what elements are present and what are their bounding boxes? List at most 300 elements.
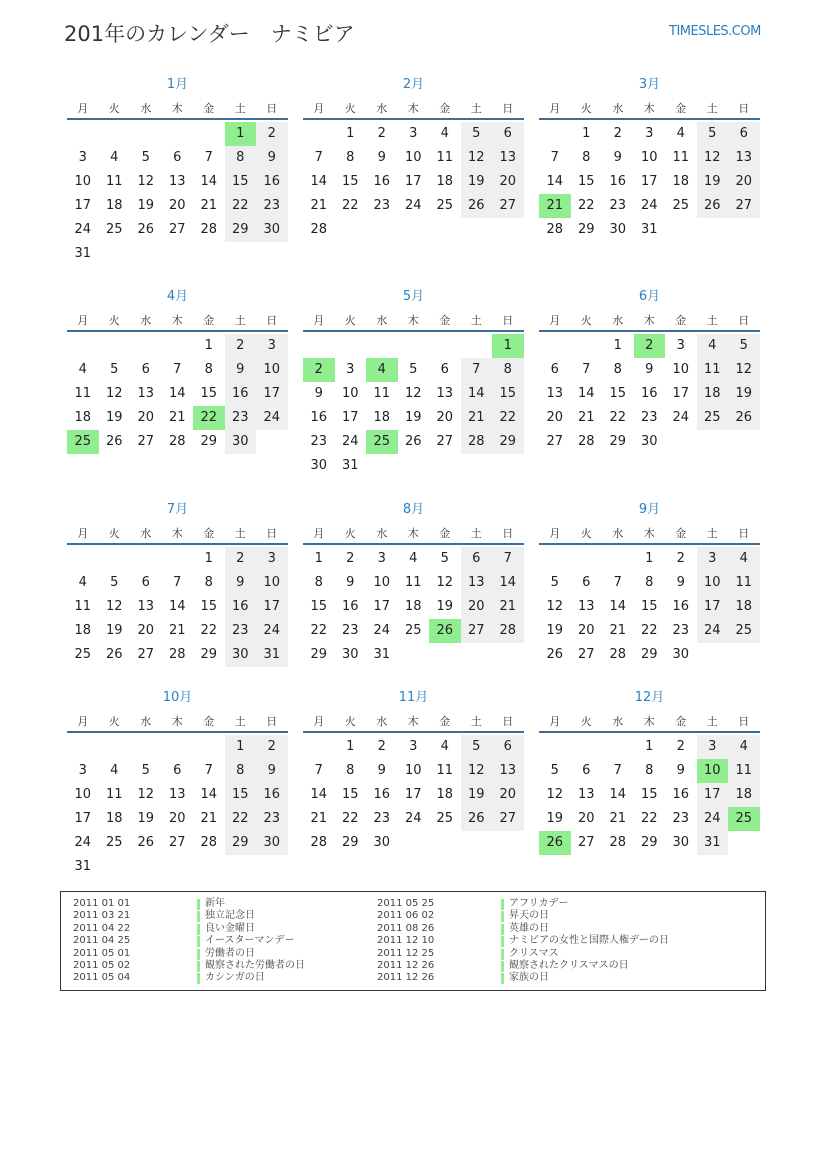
weekday-label: 月 [313,102,325,115]
weekday-label: 木 [643,314,655,327]
day-cell: 31 [74,859,92,874]
day-cell: 17 [640,174,658,189]
day-cell: 24 [74,835,92,850]
day-cell: 4 [728,735,760,759]
weekday-label: 金 [439,527,451,540]
day-cell: 5 [409,362,418,377]
day-cell: 15 [225,170,257,194]
legend-row [73,910,403,922]
day-cell: 12 [461,759,493,783]
weekday-label: 水 [612,527,624,540]
weekday-label: 水 [140,527,152,540]
day-cell: 4 [409,551,418,566]
day-cell: 20 [137,410,155,425]
day-cell: 25 [672,198,690,213]
day-cell: 26 [546,647,564,662]
day-cell: 9 [377,150,386,165]
day-cell: 30 [672,647,690,662]
day-cell: 21 [609,811,627,826]
day-cell: 7 [314,150,323,165]
day-cell: 9 [645,362,654,377]
header-rule [303,118,524,120]
legend-date: 2011 12 26 [377,972,435,984]
weekday-label: 土 [470,314,482,327]
weekday-label: 月 [549,715,561,728]
weekday-header [67,525,288,539]
month-name: 7月 [166,502,189,517]
day-cell: 1 [225,735,257,759]
day-cell: 1 [645,551,654,566]
day-cell: 10 [74,174,92,189]
page-title: 201年のカレンダー ナミビア [64,22,355,46]
legend-row [73,898,403,910]
day-cell: 25 [404,623,422,638]
day-cell: 21 [577,410,595,425]
holiday-color-marker [197,899,200,910]
legend-holiday-name: 観察されたクリスマスの日 [509,960,629,971]
legend-row [73,923,403,935]
day-cell: 8 [645,575,654,590]
holiday-color-marker [501,911,504,922]
day-cell: 22 [640,623,658,638]
day-cell: 29 [310,647,328,662]
day-cell: 1 [346,739,355,754]
weekday-label: 木 [407,314,419,327]
day-cell: 1 [645,739,654,754]
day-cell: 3 [256,547,288,571]
month-name: 11月 [398,690,429,705]
day-cell: 20 [577,811,595,826]
day-cell: 25 [105,835,123,850]
day-cell: 9 [676,763,685,778]
holiday-legend [60,891,766,991]
header-rule [539,543,760,545]
legend-date: 2011 12 25 [377,947,435,959]
day-cell: 7 [173,362,182,377]
header-rule [67,731,288,733]
day-cell: 29 [341,835,359,850]
day-cell: 8 [225,146,257,170]
day-cell: 20 [461,595,493,619]
weekday-label: 月 [77,527,89,540]
weekday-label: 日 [266,715,278,728]
weekday-label: 月 [549,102,561,115]
day-cell: 4 [366,358,398,382]
day-cell: 8 [582,150,591,165]
legend-row [377,948,707,960]
day-cell: 2 [256,122,288,146]
day-cell: 17 [373,599,391,614]
weekday-header [303,100,524,114]
weekday-label: 月 [313,527,325,540]
month-name: 9月 [638,502,661,517]
weekday-header [303,713,524,727]
legend-holiday-name: 家族の日 [509,972,549,984]
day-cell: 18 [74,410,92,425]
weekday-label: 木 [407,715,419,728]
day-cell: 24 [404,198,422,213]
weekday-label: 木 [407,527,419,540]
day-cell: 27 [492,807,524,831]
weekday-label: 土 [706,527,718,540]
day-cell: 29 [609,434,627,449]
day-cell: 15 [640,787,658,802]
day-cell: 4 [676,126,685,141]
day-cell: 3 [377,551,386,566]
day-cell: 27 [492,194,524,218]
weekday-label: 土 [706,102,718,115]
legend-row [73,960,403,972]
weekday-label: 金 [203,527,215,540]
day-cell: 10 [404,763,422,778]
day-cell: 18 [105,811,123,826]
legend-holiday-name: アフリカデー [509,898,569,909]
day-cell: 17 [256,382,288,406]
day-cell: 5 [697,122,729,146]
day-cell: 8 [645,763,654,778]
day-cell: 6 [550,362,559,377]
day-cell: 14 [200,174,218,189]
day-cell: 19 [436,599,454,614]
weekday-label: 火 [344,102,356,115]
day-cell: 28 [492,619,524,643]
weekday-label: 水 [612,314,624,327]
day-cell: 18 [373,410,391,425]
day-cell: 16 [672,599,690,614]
holiday-color-marker [501,973,504,984]
weekday-header [539,312,760,326]
day-cell: 21 [539,194,571,218]
weekday-label: 木 [407,102,419,115]
weekday-label: 金 [203,715,215,728]
day-cell: 7 [204,763,213,778]
legend-holiday-name: 昇天の日 [509,910,549,922]
day-cell: 13 [546,386,564,401]
day-cell: 19 [461,783,493,807]
day-cell: 2 [676,739,685,754]
day-cell: 23 [373,811,391,826]
legend-date: 2011 12 26 [377,960,435,971]
legend-row [73,948,403,960]
header-rule [303,731,524,733]
day-cell: 26 [137,222,155,237]
legend-holiday-name: イースターマンデー [205,935,295,947]
legend-row [377,960,707,972]
day-cell: 16 [640,386,658,401]
weekday-label: 日 [266,527,278,540]
legend-row [377,923,707,935]
weekday-label: 土 [470,527,482,540]
day-cell: 24 [373,623,391,638]
day-cell: 1 [225,122,257,146]
day-cell: 26 [105,434,123,449]
day-cell: 23 [609,198,627,213]
day-cell: 16 [225,382,257,406]
day-cell: 11 [672,150,690,165]
day-cell: 4 [78,575,87,590]
day-cell: 15 [225,783,257,807]
day-cell: 14 [577,386,595,401]
holiday-color-marker [197,924,200,935]
weekday-header [67,100,288,114]
day-cell: 29 [200,647,218,662]
day-cell: 17 [697,595,729,619]
day-cell: 16 [310,410,328,425]
day-cell: 12 [461,146,493,170]
weekday-label: 日 [738,527,750,540]
day-cell: 21 [609,623,627,638]
day-cell: 8 [225,759,257,783]
day-cell: 26 [461,194,493,218]
day-cell: 23 [256,807,288,831]
day-cell: 9 [256,146,288,170]
day-cell: 28 [168,434,186,449]
day-cell: 20 [577,623,595,638]
day-cell: 16 [609,174,627,189]
holiday-color-marker [501,961,504,972]
day-cell: 31 [697,831,729,855]
day-cell: 29 [225,831,257,855]
day-cell: 8 [492,358,524,382]
day-cell: 3 [256,334,288,358]
day-cell: 17 [74,811,92,826]
day-cell: 6 [492,122,524,146]
day-cell: 2 [303,358,335,382]
day-cell: 30 [341,647,359,662]
day-cell: 6 [440,362,449,377]
weekday-label: 土 [234,314,246,327]
day-cell: 21 [200,198,218,213]
day-cell: 6 [728,122,760,146]
day-cell: 11 [697,358,729,382]
weekday-label: 火 [580,102,592,115]
day-cell: 3 [409,739,418,754]
day-cell: 29 [200,434,218,449]
weekday-header [67,713,288,727]
day-cell: 22 [310,623,328,638]
day-cell: 4 [440,126,449,141]
day-cell: 2 [676,551,685,566]
day-cell: 10 [373,575,391,590]
day-cell: 5 [110,362,119,377]
legend-row [377,898,707,910]
day-cell: 17 [404,174,422,189]
day-cell: 14 [546,174,564,189]
day-cell: 20 [168,811,186,826]
day-cell: 16 [373,787,391,802]
day-cell: 26 [461,807,493,831]
weekday-label: 水 [140,715,152,728]
day-cell: 8 [613,362,622,377]
weekday-label: 水 [140,102,152,115]
day-cell: 16 [672,787,690,802]
day-cell: 1 [346,126,355,141]
site-brand[interactable]: TIMESLES.COM [669,24,761,39]
day-cell: 15 [640,599,658,614]
legend-date: 2011 06 02 [377,910,435,922]
day-cell: 13 [137,386,155,401]
day-cell: 14 [168,386,186,401]
day-cell: 25 [728,807,760,831]
weekday-label: 火 [344,527,356,540]
weekday-label: 金 [203,102,215,115]
day-cell: 18 [404,599,422,614]
day-cell: 11 [373,386,391,401]
day-cell: 12 [697,146,729,170]
day-cell: 2 [377,739,386,754]
day-cell: 27 [137,434,155,449]
day-cell: 3 [409,126,418,141]
legend-holiday-name: ナミビアの女性と国際人権デーの日 [509,935,669,947]
day-cell: 9 [346,575,355,590]
day-cell: 5 [550,575,559,590]
day-cell: 16 [256,783,288,807]
day-cell: 21 [310,811,328,826]
day-cell: 5 [141,763,150,778]
holiday-color-marker [501,936,504,947]
weekday-label: 月 [313,715,325,728]
day-cell: 30 [225,430,257,454]
weekday-label: 日 [738,715,750,728]
weekday-label: 木 [171,102,183,115]
day-cell: 22 [609,410,627,425]
weekday-label: 月 [77,715,89,728]
day-cell: 2 [346,551,355,566]
day-cell: 7 [314,763,323,778]
weekday-header [303,525,524,539]
weekday-label: 金 [675,314,687,327]
day-cell: 18 [74,623,92,638]
holiday-color-marker [197,936,200,947]
day-cell: 5 [550,763,559,778]
day-cell: 26 [137,835,155,850]
weekday-label: 火 [108,715,120,728]
day-cell: 1 [204,551,213,566]
weekday-label: 土 [706,715,718,728]
day-cell: 11 [728,759,760,783]
day-cell: 3 [78,150,87,165]
day-cell: 26 [429,619,461,643]
day-cell: 19 [137,811,155,826]
legend-holiday-name: 独立記念日 [205,910,255,922]
day-cell: 14 [310,174,328,189]
day-cell: 25 [436,198,454,213]
day-cell: 10 [256,358,288,382]
day-cell: 4 [728,547,760,571]
weekday-label: 月 [77,314,89,327]
day-cell: 17 [256,595,288,619]
day-cell: 23 [672,811,690,826]
weekday-header [303,312,524,326]
day-cell: 31 [341,458,359,473]
weekday-label: 火 [108,527,120,540]
day-cell: 6 [582,575,591,590]
day-cell: 12 [546,599,564,614]
day-cell: 16 [341,599,359,614]
legend-date: 2011 05 01 [73,947,131,959]
day-cell: 7 [173,575,182,590]
day-cell: 10 [640,150,658,165]
day-cell: 30 [225,643,257,667]
legend-date: 2011 03 21 [73,910,131,922]
day-cell: 17 [672,386,690,401]
day-cell: 16 [256,170,288,194]
weekday-label: 水 [376,527,388,540]
header-rule [539,118,760,120]
day-cell: 5 [461,122,493,146]
legend-holiday-name: 英雄の日 [509,922,549,934]
day-cell: 1 [613,338,622,353]
weekday-label: 火 [580,715,592,728]
day-cell: 28 [168,647,186,662]
day-cell: 13 [492,146,524,170]
day-cell: 15 [310,599,328,614]
day-cell: 25 [728,619,760,643]
weekday-label: 月 [549,314,561,327]
weekday-label: 金 [675,527,687,540]
weekday-label: 金 [439,102,451,115]
weekday-label: 水 [376,715,388,728]
day-cell: 23 [341,623,359,638]
day-cell: 7 [204,150,213,165]
legend-holiday-name: 新年 [205,898,225,909]
day-cell: 18 [436,787,454,802]
day-cell: 10 [697,571,729,595]
day-cell: 14 [168,599,186,614]
month-name: 6月 [638,289,661,304]
day-cell: 20 [728,170,760,194]
day-cell: 15 [492,382,524,406]
day-cell: 19 [461,170,493,194]
day-cell: 23 [225,619,257,643]
day-cell: 12 [436,575,454,590]
weekday-label: 日 [738,102,750,115]
day-cell: 29 [640,647,658,662]
day-cell: 21 [310,198,328,213]
day-cell: 20 [546,410,564,425]
weekday-label: 木 [643,102,655,115]
day-cell: 7 [492,547,524,571]
day-cell: 12 [137,787,155,802]
day-cell: 15 [341,174,359,189]
weekday-label: 木 [643,527,655,540]
day-cell: 1 [492,334,524,358]
weekday-label: 土 [706,314,718,327]
weekday-header [539,713,760,727]
weekday-label: 土 [234,715,246,728]
day-cell: 31 [256,643,288,667]
day-cell: 1 [204,338,213,353]
day-cell: 22 [193,406,225,430]
day-cell: 3 [697,735,729,759]
day-cell: 7 [613,763,622,778]
day-cell: 11 [105,787,123,802]
day-cell: 7 [613,575,622,590]
weekday-label: 火 [344,314,356,327]
day-cell: 12 [404,386,422,401]
day-cell: 2 [225,334,257,358]
day-cell: 6 [141,362,150,377]
day-cell: 21 [200,811,218,826]
legend-date: 2011 01 01 [73,898,131,909]
day-cell: 31 [74,246,92,261]
day-cell: 13 [577,787,595,802]
day-cell: 19 [105,623,123,638]
day-cell: 2 [613,126,622,141]
day-cell: 6 [582,763,591,778]
weekday-label: 日 [502,314,514,327]
day-cell: 12 [137,174,155,189]
